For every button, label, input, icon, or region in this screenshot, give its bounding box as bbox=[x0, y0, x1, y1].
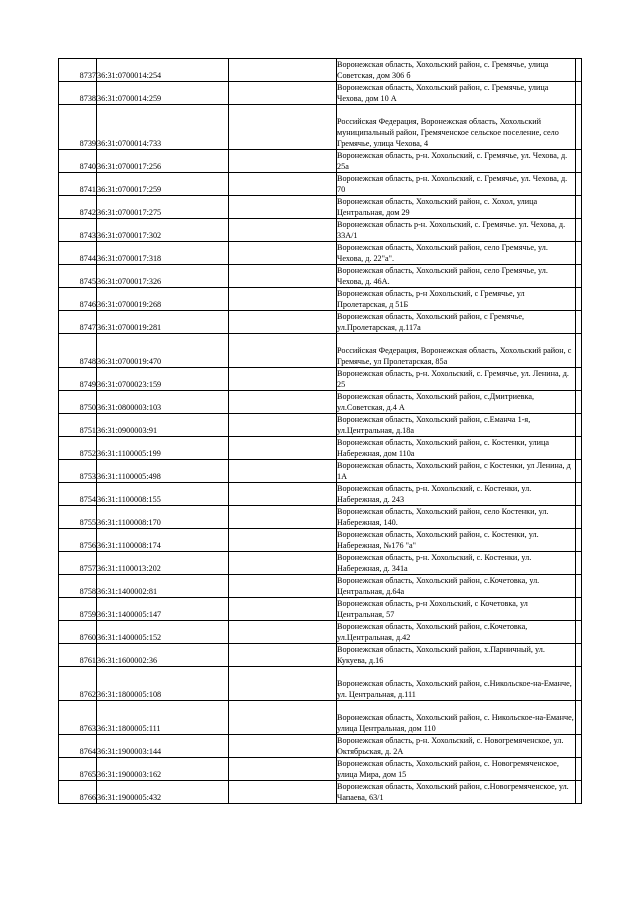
address-text: Воронежская область, Хохольский район, с. Гремячье, улица Советская, дом 306 б bbox=[337, 60, 549, 80]
empty-cell bbox=[576, 391, 582, 414]
empty-cell bbox=[229, 150, 337, 173]
address-text: Воронежская область, Хохольский район, село Гремячье, ул. Чехова, д. 46А. bbox=[337, 266, 548, 286]
address-text: Воронежская область, р-н. Хохольский, с. Новогремяченское, ул. Октябрьская, д. 2А bbox=[337, 736, 564, 756]
empty-cell bbox=[576, 460, 582, 483]
empty-cell bbox=[229, 460, 337, 483]
empty-cell bbox=[229, 288, 337, 311]
empty-cell bbox=[229, 334, 337, 368]
address-text: Российская Федерация, Воронежская область, Хохольский район, с Гремячье, ул Пролетарская, 85а bbox=[337, 346, 572, 366]
empty-cell bbox=[229, 701, 337, 735]
address-cell bbox=[337, 196, 576, 219]
row-number-cell: 8739 bbox=[59, 105, 97, 150]
cadastral-number-cell: 36:31:0700019:281 bbox=[97, 311, 229, 334]
table-row bbox=[59, 701, 582, 735]
table-row bbox=[59, 242, 582, 265]
table-body bbox=[59, 59, 582, 804]
empty-cell bbox=[576, 59, 582, 82]
address-text: Воронежская область, Хохольский район, х.Парничный, ул. Кукуева, д.16 bbox=[337, 645, 545, 665]
empty-cell bbox=[576, 82, 582, 105]
row-number-cell: 8749 bbox=[59, 368, 97, 391]
address-cell bbox=[337, 311, 576, 334]
row-number-cell: 8746 bbox=[59, 288, 97, 311]
row-number-cell: 8747 bbox=[59, 311, 97, 334]
empty-cell bbox=[229, 242, 337, 265]
address-text: Воронежская область, Хохольский район, с.Кочетовка, ул.Центральная, д.42 bbox=[337, 622, 528, 642]
empty-cell bbox=[576, 265, 582, 288]
address-cell bbox=[337, 437, 576, 460]
cadastral-number-cell: 36:31:0700017:318 bbox=[97, 242, 229, 265]
row-number-cell: 8763 bbox=[59, 701, 97, 735]
table-row bbox=[59, 59, 582, 82]
address-cell bbox=[337, 621, 576, 644]
empty-cell bbox=[229, 391, 337, 414]
address-text: Воронежская область, р-н. Хохольский, с. Гремячье, ул. Чехова, д. 70 bbox=[337, 174, 568, 194]
empty-cell bbox=[576, 311, 582, 334]
table-row bbox=[59, 173, 582, 196]
address-cell bbox=[337, 288, 576, 311]
address-text: Воронежская область, Хохольский район, с. Гремячье, улица Чехова, дом 10 А bbox=[337, 83, 549, 103]
address-text: Воронежская область, Хохольский район, село Гремячье, ул. Чехова, д. 22"а". bbox=[337, 243, 548, 263]
row-number-cell: 8754 bbox=[59, 483, 97, 506]
empty-cell bbox=[229, 265, 337, 288]
empty-cell bbox=[576, 219, 582, 242]
address-text: Воронежская область, Хохольский район, с Гремячье, ул.Пролетарская, д.117а bbox=[337, 312, 525, 332]
address-cell bbox=[337, 219, 576, 242]
empty-cell bbox=[576, 105, 582, 150]
address-text: Воронежская область, Хохольский район, с.Еманча 1-я, ул.Центральная, д.18а bbox=[337, 415, 531, 435]
row-number-cell: 8737 bbox=[59, 59, 97, 82]
address-cell bbox=[337, 667, 576, 701]
cadastral-number-cell: 36:31:0700014:733 bbox=[97, 105, 229, 150]
address-cell bbox=[337, 173, 576, 196]
empty-cell bbox=[229, 59, 337, 82]
address-cell bbox=[337, 368, 576, 391]
address-text: Воронежская область, р-н Хохольский, с Гремячье, ул Пролетарская, д 51Б bbox=[337, 289, 525, 309]
row-number-cell: 8741 bbox=[59, 173, 97, 196]
address-cell bbox=[337, 334, 576, 368]
row-number-cell: 8755 bbox=[59, 506, 97, 529]
address-cell bbox=[337, 105, 576, 150]
row-number-cell: 8748 bbox=[59, 334, 97, 368]
row-number-cell: 8761 bbox=[59, 644, 97, 667]
address-text: Воронежская область, Хохольский район, село Костенки, ул. Набережная, 140. bbox=[337, 507, 549, 527]
row-number-cell: 8740 bbox=[59, 150, 97, 173]
empty-cell bbox=[229, 667, 337, 701]
row-number-cell: 8762 bbox=[59, 667, 97, 701]
table-row bbox=[59, 621, 582, 644]
empty-cell bbox=[576, 288, 582, 311]
empty-cell bbox=[576, 368, 582, 391]
empty-cell bbox=[229, 598, 337, 621]
address-cell bbox=[337, 781, 576, 804]
empty-cell bbox=[229, 735, 337, 758]
empty-cell bbox=[576, 414, 582, 437]
table-row bbox=[59, 575, 582, 598]
address-text: Воронежская область, Хохольский район, с. Никольское-на-Еманче, улица Центральная, дом 110 bbox=[337, 713, 574, 733]
row-number-cell: 8744 bbox=[59, 242, 97, 265]
address-cell bbox=[337, 735, 576, 758]
table-row bbox=[59, 368, 582, 391]
address-text: Российская Федерация, Воронежская область, Хохольский муниципальный район, Гремяченское сельское поселение, село Гремячье, улица Чехова, 4 bbox=[337, 117, 559, 148]
row-number-cell: 8753 bbox=[59, 460, 97, 483]
empty-cell bbox=[229, 311, 337, 334]
table-row bbox=[59, 552, 582, 575]
address-cell bbox=[337, 391, 576, 414]
property-registry-table bbox=[58, 58, 582, 804]
empty-cell bbox=[229, 529, 337, 552]
empty-cell bbox=[576, 242, 582, 265]
cadastral-number-cell: 36:31:1100005:498 bbox=[97, 460, 229, 483]
row-number-cell: 8758 bbox=[59, 575, 97, 598]
empty-cell bbox=[576, 437, 582, 460]
row-number-cell: 8742 bbox=[59, 196, 97, 219]
cadastral-number-cell: 36:31:1800005:108 bbox=[97, 667, 229, 701]
table-row bbox=[59, 414, 582, 437]
address-text: Воронежская область, Хохольский район, с. Хохол, улица Центральная, дом 29 bbox=[337, 197, 538, 217]
table-row bbox=[59, 311, 582, 334]
cadastral-number-cell: 36:31:0700017:259 bbox=[97, 173, 229, 196]
address-text: Воронежская область, Хохольский район, с. Костенки, ул. Набережная, №176 "а" bbox=[337, 530, 539, 550]
cadastral-number-cell: 36:31:1900003:144 bbox=[97, 735, 229, 758]
empty-cell bbox=[229, 552, 337, 575]
cadastral-number-cell: 36:31:1800005:111 bbox=[97, 701, 229, 735]
address-cell bbox=[337, 552, 576, 575]
table-row bbox=[59, 506, 582, 529]
cadastral-number-cell: 36:31:1400005:147 bbox=[97, 598, 229, 621]
cadastral-number-cell: 36:31:0700014:254 bbox=[97, 59, 229, 82]
empty-cell bbox=[576, 529, 582, 552]
table-row bbox=[59, 437, 582, 460]
cadastral-number-cell: 36:31:1100008:174 bbox=[97, 529, 229, 552]
address-text: Воронежская область, Хохольский район, с.Никольское-на-Еманче, ул. Центральная, д.111 bbox=[337, 679, 572, 699]
address-cell bbox=[337, 460, 576, 483]
cadastral-number-cell: 36:31:0900003:91 bbox=[97, 414, 229, 437]
cadastral-number-cell: 36:31:0700019:268 bbox=[97, 288, 229, 311]
cadastral-number-cell: 36:31:0700023:159 bbox=[97, 368, 229, 391]
cadastral-number-cell: 36:31:1100008:155 bbox=[97, 483, 229, 506]
address-cell bbox=[337, 82, 576, 105]
empty-cell bbox=[229, 483, 337, 506]
row-number-cell: 8752 bbox=[59, 437, 97, 460]
empty-cell bbox=[229, 758, 337, 781]
table-row bbox=[59, 82, 582, 105]
empty-cell bbox=[229, 82, 337, 105]
address-cell bbox=[337, 598, 576, 621]
table-row bbox=[59, 288, 582, 311]
cadastral-number-cell: 36:31:0700014:259 bbox=[97, 82, 229, 105]
empty-cell bbox=[576, 575, 582, 598]
row-number-cell: 8745 bbox=[59, 265, 97, 288]
table-row bbox=[59, 735, 582, 758]
address-cell bbox=[337, 483, 576, 506]
cadastral-number-cell: 36:31:1900003:162 bbox=[97, 758, 229, 781]
address-text: Воронежская область, р-н. Хохольский, с. Гремячье, ул. Чехова, д. 25а bbox=[337, 151, 568, 171]
empty-cell bbox=[576, 334, 582, 368]
address-text: Воронежская область, Хохольский район, с Костенки, ул Ленина, д 1А bbox=[337, 461, 571, 481]
row-number-cell: 8757 bbox=[59, 552, 97, 575]
address-text: Воронежская область, р-н. Хохольский, с. Костенки, ул. Набережная, д. 243 bbox=[337, 484, 532, 504]
empty-cell bbox=[229, 621, 337, 644]
address-cell bbox=[337, 59, 576, 82]
empty-cell bbox=[576, 196, 582, 219]
address-text: Воронежская область, Хохольский район, с.Новогремяченское, ул. Чапаева, 63/1 bbox=[337, 782, 569, 802]
row-number-cell: 8760 bbox=[59, 621, 97, 644]
row-number-cell: 8766 bbox=[59, 781, 97, 804]
empty-cell bbox=[576, 735, 582, 758]
address-cell bbox=[337, 414, 576, 437]
table-row bbox=[59, 483, 582, 506]
table-row bbox=[59, 150, 582, 173]
row-number-cell: 8738 bbox=[59, 82, 97, 105]
empty-cell bbox=[229, 219, 337, 242]
empty-cell bbox=[576, 667, 582, 701]
cadastral-number-cell: 36:31:1600002:36 bbox=[97, 644, 229, 667]
address-cell bbox=[337, 701, 576, 735]
address-cell bbox=[337, 529, 576, 552]
empty-cell bbox=[576, 781, 582, 804]
cadastral-number-cell: 36:31:0700017:302 bbox=[97, 219, 229, 242]
cadastral-number-cell: 36:31:1400005:152 bbox=[97, 621, 229, 644]
row-number-cell: 8759 bbox=[59, 598, 97, 621]
empty-cell bbox=[576, 483, 582, 506]
cadastral-number-cell: 36:31:0700017:326 bbox=[97, 265, 229, 288]
table-row bbox=[59, 391, 582, 414]
empty-cell bbox=[576, 552, 582, 575]
address-text: Воронежская область, Хохольский район, с.Кочетовка, ул. Центральная, д.64а bbox=[337, 576, 540, 596]
address-cell bbox=[337, 506, 576, 529]
table-row bbox=[59, 598, 582, 621]
table-row bbox=[59, 105, 582, 150]
row-number-cell: 8764 bbox=[59, 735, 97, 758]
empty-cell bbox=[229, 414, 337, 437]
address-text: Воронежская область, р-н. Хохольский, с. Костенки, ул. Набережная, д. 341а bbox=[337, 553, 532, 573]
address-cell bbox=[337, 575, 576, 598]
empty-cell bbox=[229, 644, 337, 667]
cadastral-number-cell: 36:31:0700017:275 bbox=[97, 196, 229, 219]
table-row bbox=[59, 758, 582, 781]
empty-cell bbox=[576, 506, 582, 529]
table-row bbox=[59, 781, 582, 804]
row-number-cell: 8743 bbox=[59, 219, 97, 242]
cadastral-number-cell: 36:31:1100005:199 bbox=[97, 437, 229, 460]
empty-cell bbox=[229, 575, 337, 598]
empty-cell bbox=[576, 173, 582, 196]
empty-cell bbox=[576, 701, 582, 735]
empty-cell bbox=[576, 758, 582, 781]
cadastral-number-cell: 36:31:1900005:432 bbox=[97, 781, 229, 804]
empty-cell bbox=[576, 644, 582, 667]
cadastral-number-cell: 36:31:1100013:202 bbox=[97, 552, 229, 575]
address-text: Воронежская область, р-н Хохольский, с Кочетовка, ул Центральная, 57 bbox=[337, 599, 528, 619]
address-text: Воронежская область р-н. Хохольский, с. Гремячье. ул. Чехова, д. 33А/1 bbox=[337, 220, 566, 240]
cadastral-number-cell: 36:31:1100008:170 bbox=[97, 506, 229, 529]
table-row bbox=[59, 334, 582, 368]
row-number-cell: 8751 bbox=[59, 414, 97, 437]
cadastral-number-cell: 36:31:0700017:256 bbox=[97, 150, 229, 173]
address-cell bbox=[337, 242, 576, 265]
address-text: Воронежская область, Хохольский район, с. Костенки, улица Набережная, дом 110а bbox=[337, 438, 549, 458]
address-cell bbox=[337, 150, 576, 173]
empty-cell bbox=[229, 781, 337, 804]
table-row bbox=[59, 265, 582, 288]
address-text: Воронежская область, Хохольский район, с.Дмитриевка, ул.Советская, д.4 А bbox=[337, 392, 535, 412]
row-number-cell: 8756 bbox=[59, 529, 97, 552]
empty-cell bbox=[576, 621, 582, 644]
empty-cell bbox=[229, 437, 337, 460]
address-cell bbox=[337, 644, 576, 667]
table-row bbox=[59, 667, 582, 701]
empty-cell bbox=[576, 598, 582, 621]
address-text: Воронежская область, Хохольский район, с. Новогремяченское, улица Мира, дом 15 bbox=[337, 759, 559, 779]
table-row bbox=[59, 219, 582, 242]
empty-cell bbox=[229, 173, 337, 196]
address-text: Воронежская область, р-н. Хохольский, с. Гремячье, ул. Ленина, д. 25 bbox=[337, 369, 569, 389]
table-row bbox=[59, 460, 582, 483]
row-number-cell: 8750 bbox=[59, 391, 97, 414]
empty-cell bbox=[576, 150, 582, 173]
cadastral-number-cell: 36:31:0700019:470 bbox=[97, 334, 229, 368]
empty-cell bbox=[229, 105, 337, 150]
cadastral-number-cell: 36:31:0800003:103 bbox=[97, 391, 229, 414]
document-page bbox=[58, 58, 582, 804]
address-cell bbox=[337, 758, 576, 781]
empty-cell bbox=[229, 196, 337, 219]
address-cell bbox=[337, 265, 576, 288]
table-row bbox=[59, 644, 582, 667]
empty-cell bbox=[229, 506, 337, 529]
table-row bbox=[59, 529, 582, 552]
cadastral-number-cell: 36:31:1400002:81 bbox=[97, 575, 229, 598]
table-row bbox=[59, 196, 582, 219]
empty-cell bbox=[229, 368, 337, 391]
row-number-cell: 8765 bbox=[59, 758, 97, 781]
